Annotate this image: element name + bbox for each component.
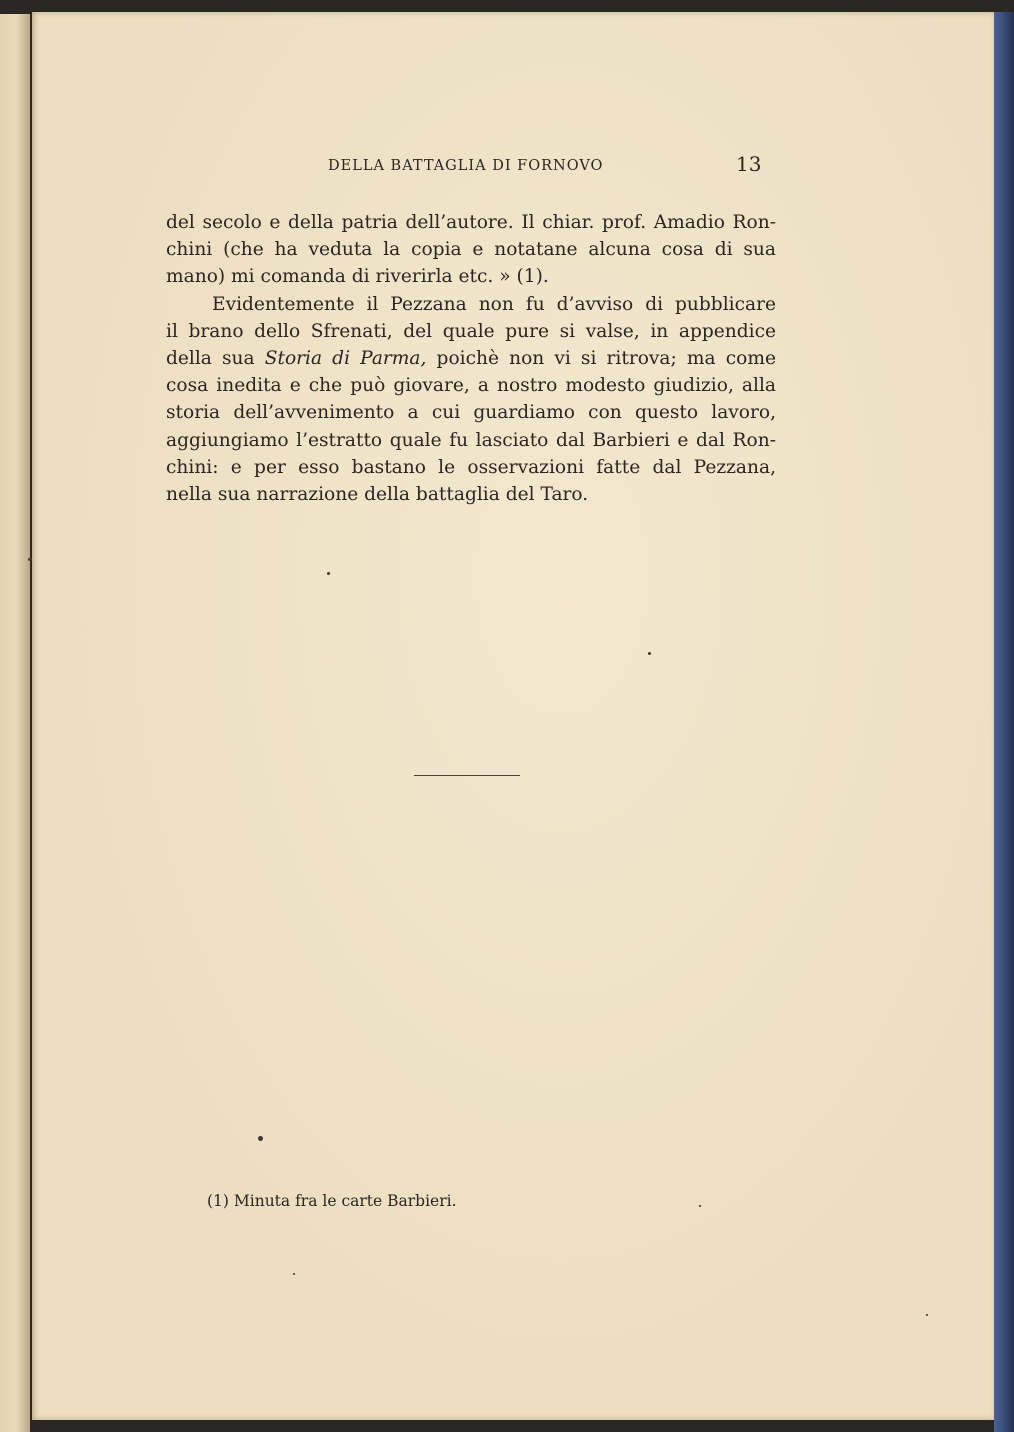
text-line: il brano dello Sfrenati, del quale pure si valse, in appendice xyxy=(166,320,776,342)
running-header: DELLA BATTAGLIA DI FORNOVO xyxy=(328,158,604,174)
footnote: (1) Minuta fra le carte Barbieri. xyxy=(207,1192,457,1210)
previous-page-edge xyxy=(0,14,30,1432)
text-line: chini (che ha veduta la copia e notatane alcuna cosa di sua xyxy=(166,239,776,261)
paper-speck xyxy=(327,572,330,575)
paper-speck xyxy=(926,1314,928,1316)
page-number: 13 xyxy=(736,152,762,176)
text-line: Evidentemente il Pezzana non fu d’avviso di pubblicare xyxy=(212,293,776,315)
text-span: poichè non vi si ritrova; ma come xyxy=(436,347,776,369)
text-line: nella sua narrazione della battaglia del Taro. xyxy=(166,483,589,505)
body-text xyxy=(166,209,776,508)
text-line: cosa inedita e che può giovare, a nostro modesto giudizio, alla xyxy=(166,375,776,397)
text-line: del secolo e della patria dell’autore. Il chiar. prof. Amadio Ron- xyxy=(166,212,776,233)
paper-speck xyxy=(648,652,651,655)
text-line: storia dell’avvenimento a cui guardiamo con questo lavoro, xyxy=(166,402,776,424)
paper-speck xyxy=(699,1205,701,1207)
text-line xyxy=(166,345,776,372)
paper-speck xyxy=(258,1136,263,1141)
text-line: aggiungiamo l’estratto quale fu lasciato dal Barbieri e dal Ron- xyxy=(166,429,776,451)
text-span: della sua xyxy=(166,347,255,369)
italic-title: Storia di Parma, xyxy=(264,347,427,369)
book-binding-edge xyxy=(994,12,1014,1432)
footnote-separator-rule xyxy=(414,775,520,776)
paper-speck xyxy=(28,558,32,561)
paper-speck xyxy=(293,1273,295,1275)
text-line: mano) mi comanda di riverirla etc. » (1). xyxy=(166,266,549,288)
text-line: chini: e per esso bastano le osservazioni fatte dal Pezzana, xyxy=(166,456,776,478)
